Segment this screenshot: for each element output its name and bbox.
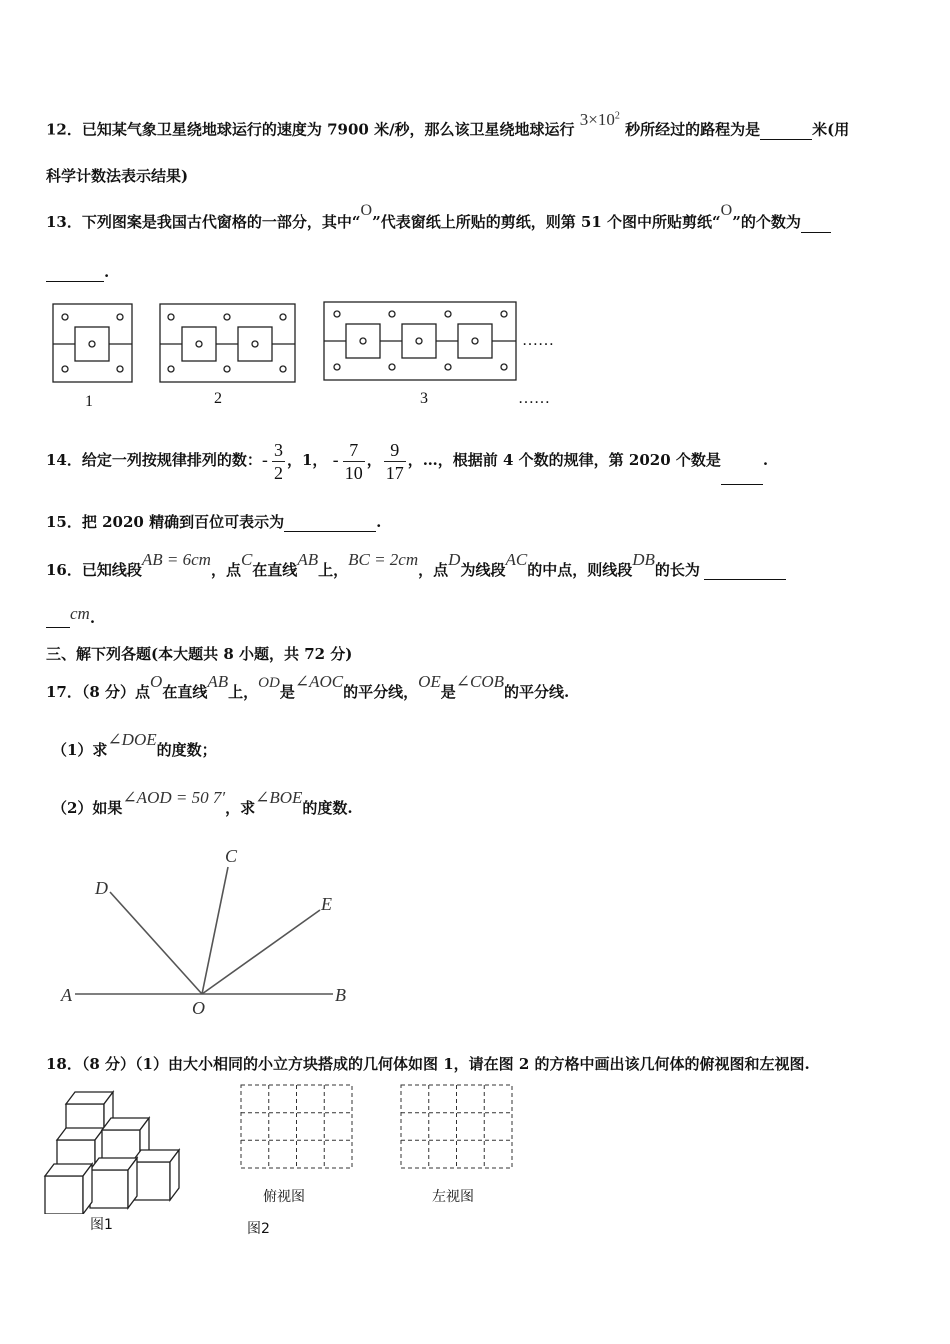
ellipsis-top: …… (522, 332, 554, 349)
q17-line: 17．（8 分）点O在直线AB上，OD是∠AOC的平分线，OE是∠COB的平分线. (46, 672, 570, 701)
q13-line1: 13．下列图案是我国古代窗格的一部分，其中“O”代表窗纸上所贴的剪纸，则第 51 个图中所贴剪纸“O”的个数为 (46, 212, 831, 233)
q16-line1: 16．已知线段AB = 6cm，点C在直线AB上，BC = 2cm，点D为线段AC的中点，则线段DB的长为 (46, 560, 786, 580)
fig2-caption: 图2 (247, 1221, 270, 1237)
q17-part1: （1）求∠DOE的度数； (52, 730, 217, 759)
label-O: O (192, 998, 205, 1018)
q12-line1: 12．已知某气象卫星绕地球运行的速度为 7900 米/秒，那么该卫星绕地球运行 $3\times 10^2$ 秒所经过的路程为是 米(用 (46, 109, 850, 139)
angle-bisector-diagram (55, 840, 365, 1025)
circle-symbol: O (360, 202, 373, 219)
label-A: A (61, 985, 72, 1005)
fig-label-1: 1 (85, 393, 93, 410)
top-view-caption: 俯视图 (263, 1189, 305, 1205)
circle-symbol: O (720, 202, 733, 219)
q15-line: 15．把 2020 精确到百位可表示为 . (46, 513, 382, 531)
label-E: E (321, 894, 332, 914)
fraction-3-2: $\frac{3}{2}$ (273, 439, 283, 483)
q12-blank[interactable] (760, 125, 812, 140)
fig-label-3: 3 (420, 390, 428, 407)
label-B: B (335, 985, 346, 1005)
q12-line2: 科学计数法表示结果) (46, 167, 189, 185)
fraction-9-17: $\frac{9}{17}$ (385, 439, 404, 483)
q16-line2: cm. (46, 608, 95, 628)
q13-line2: . (46, 262, 109, 282)
fig1-caption: 图1 (90, 1217, 113, 1233)
window-pattern-figures (40, 292, 580, 412)
top-view-grid[interactable] (240, 1084, 354, 1170)
q16-blank-b[interactable] (46, 613, 70, 628)
q13-blank-a[interactable] (801, 218, 831, 233)
cube-stack-figure (40, 1084, 190, 1214)
ellipsis-bottom: …… (518, 390, 550, 407)
q13-blank-b[interactable] (46, 267, 104, 282)
q17-part2: （2）如果∠AOD = 50 7′，求∠BOE的度数. (52, 788, 353, 817)
section-3-heading: 三、解下列各题(本大题共 8 小题，共 72 分) (46, 645, 353, 663)
fig-label-2: 2 (214, 390, 222, 407)
fraction-7-10: $\frac{7}{10}$ (344, 439, 363, 483)
q12-expression: $3\times 10^2$ (579, 109, 620, 129)
label-D: D (95, 878, 108, 898)
q14-line: 14．给定一列按规律排列的数：- $\frac{3}{2}$ ，1， - $\frac{7}{10}$ ， $\frac{9}{17}$ ，…，根据前 4 个数的规律，第 2020 个数是 . (46, 436, 768, 485)
label-C: C (225, 846, 238, 866)
q15-blank[interactable] (284, 517, 376, 532)
q14-blank[interactable] (721, 470, 763, 485)
q18-line: 18．（8 分）（1）由大小相同的小立方块搭成的几何体如图 1，请在图 2 的方格中画出该几何体的俯视图和左视图. (46, 1055, 810, 1073)
left-view-grid[interactable] (400, 1084, 514, 1170)
left-view-caption: 左视图 (432, 1189, 474, 1205)
q16-blank-a[interactable] (704, 565, 786, 580)
